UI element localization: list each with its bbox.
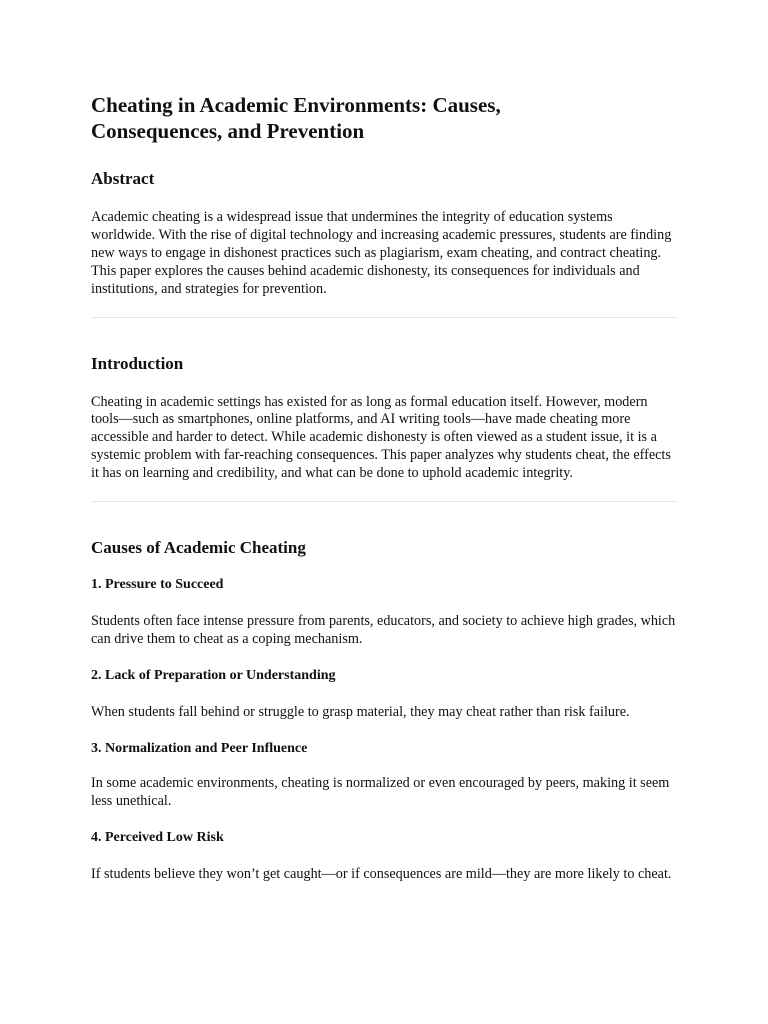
cause-paragraph-preparation: When students fall behind or struggle to grasp material, they may cheat rather than risk failure. <box>91 703 630 720</box>
introduction-paragraph: Cheating in academic settings has existed for as long as formal education itself. However, modern tools—such as smartphones, online platforms, and AI writing tools—have made cheating more accessible and harder to detect. While academic dishonesty is often viewed as a student issue, it is a systemic problem with far-reaching consequences. This paper analyzes why students cheat, the effects it has on learning and credibility, and what can be done to uphold academic integrity. <box>91 393 671 482</box>
abstract-paragraph: Academic cheating is a widespread issue that undermines the integrity of education systems worldwide. With the rise of digital technology and increasing academic pressures, students are finding new ways to engage in dishonest practices such as plagiarism, exam cheating, and contract cheating. This paper explores the causes behind academic dishonesty, its consequences for individuals and institutions, and strategies for prevention. <box>91 209 672 297</box>
cause-heading-low-risk: 4. Perceived Low Risk <box>91 829 224 845</box>
cause-heading-pressure: 1. Pressure to Succeed <box>91 577 224 593</box>
cause-paragraph-pressure: Students often face intense pressure from parents, educators, and society to achieve high grades, which can drive them to cheat as a coping mechanism. <box>91 613 676 647</box>
section-divider <box>91 501 678 502</box>
section-divider <box>91 317 678 318</box>
cause-heading-normalization: 3. Normalization and Peer Influence <box>91 740 308 756</box>
introduction-heading: Introduction <box>91 353 184 373</box>
document-title: Cheating in Academic Environments: Causes, Consequences, and Prevention <box>91 93 501 143</box>
cause-paragraph-normalization: In some academic environments, cheating is normalized or even encouraged by peers, making it seem less unethical. <box>91 774 670 809</box>
causes-heading: Causes of Academic Cheating <box>91 538 306 558</box>
cause-paragraph-low-risk: If students believe they won’t get caught—or if consequences are mild—they are more likely to cheat. <box>91 865 672 882</box>
cause-heading-preparation: 2. Lack of Preparation or Understanding <box>91 667 336 683</box>
abstract-heading: Abstract <box>91 169 155 188</box>
